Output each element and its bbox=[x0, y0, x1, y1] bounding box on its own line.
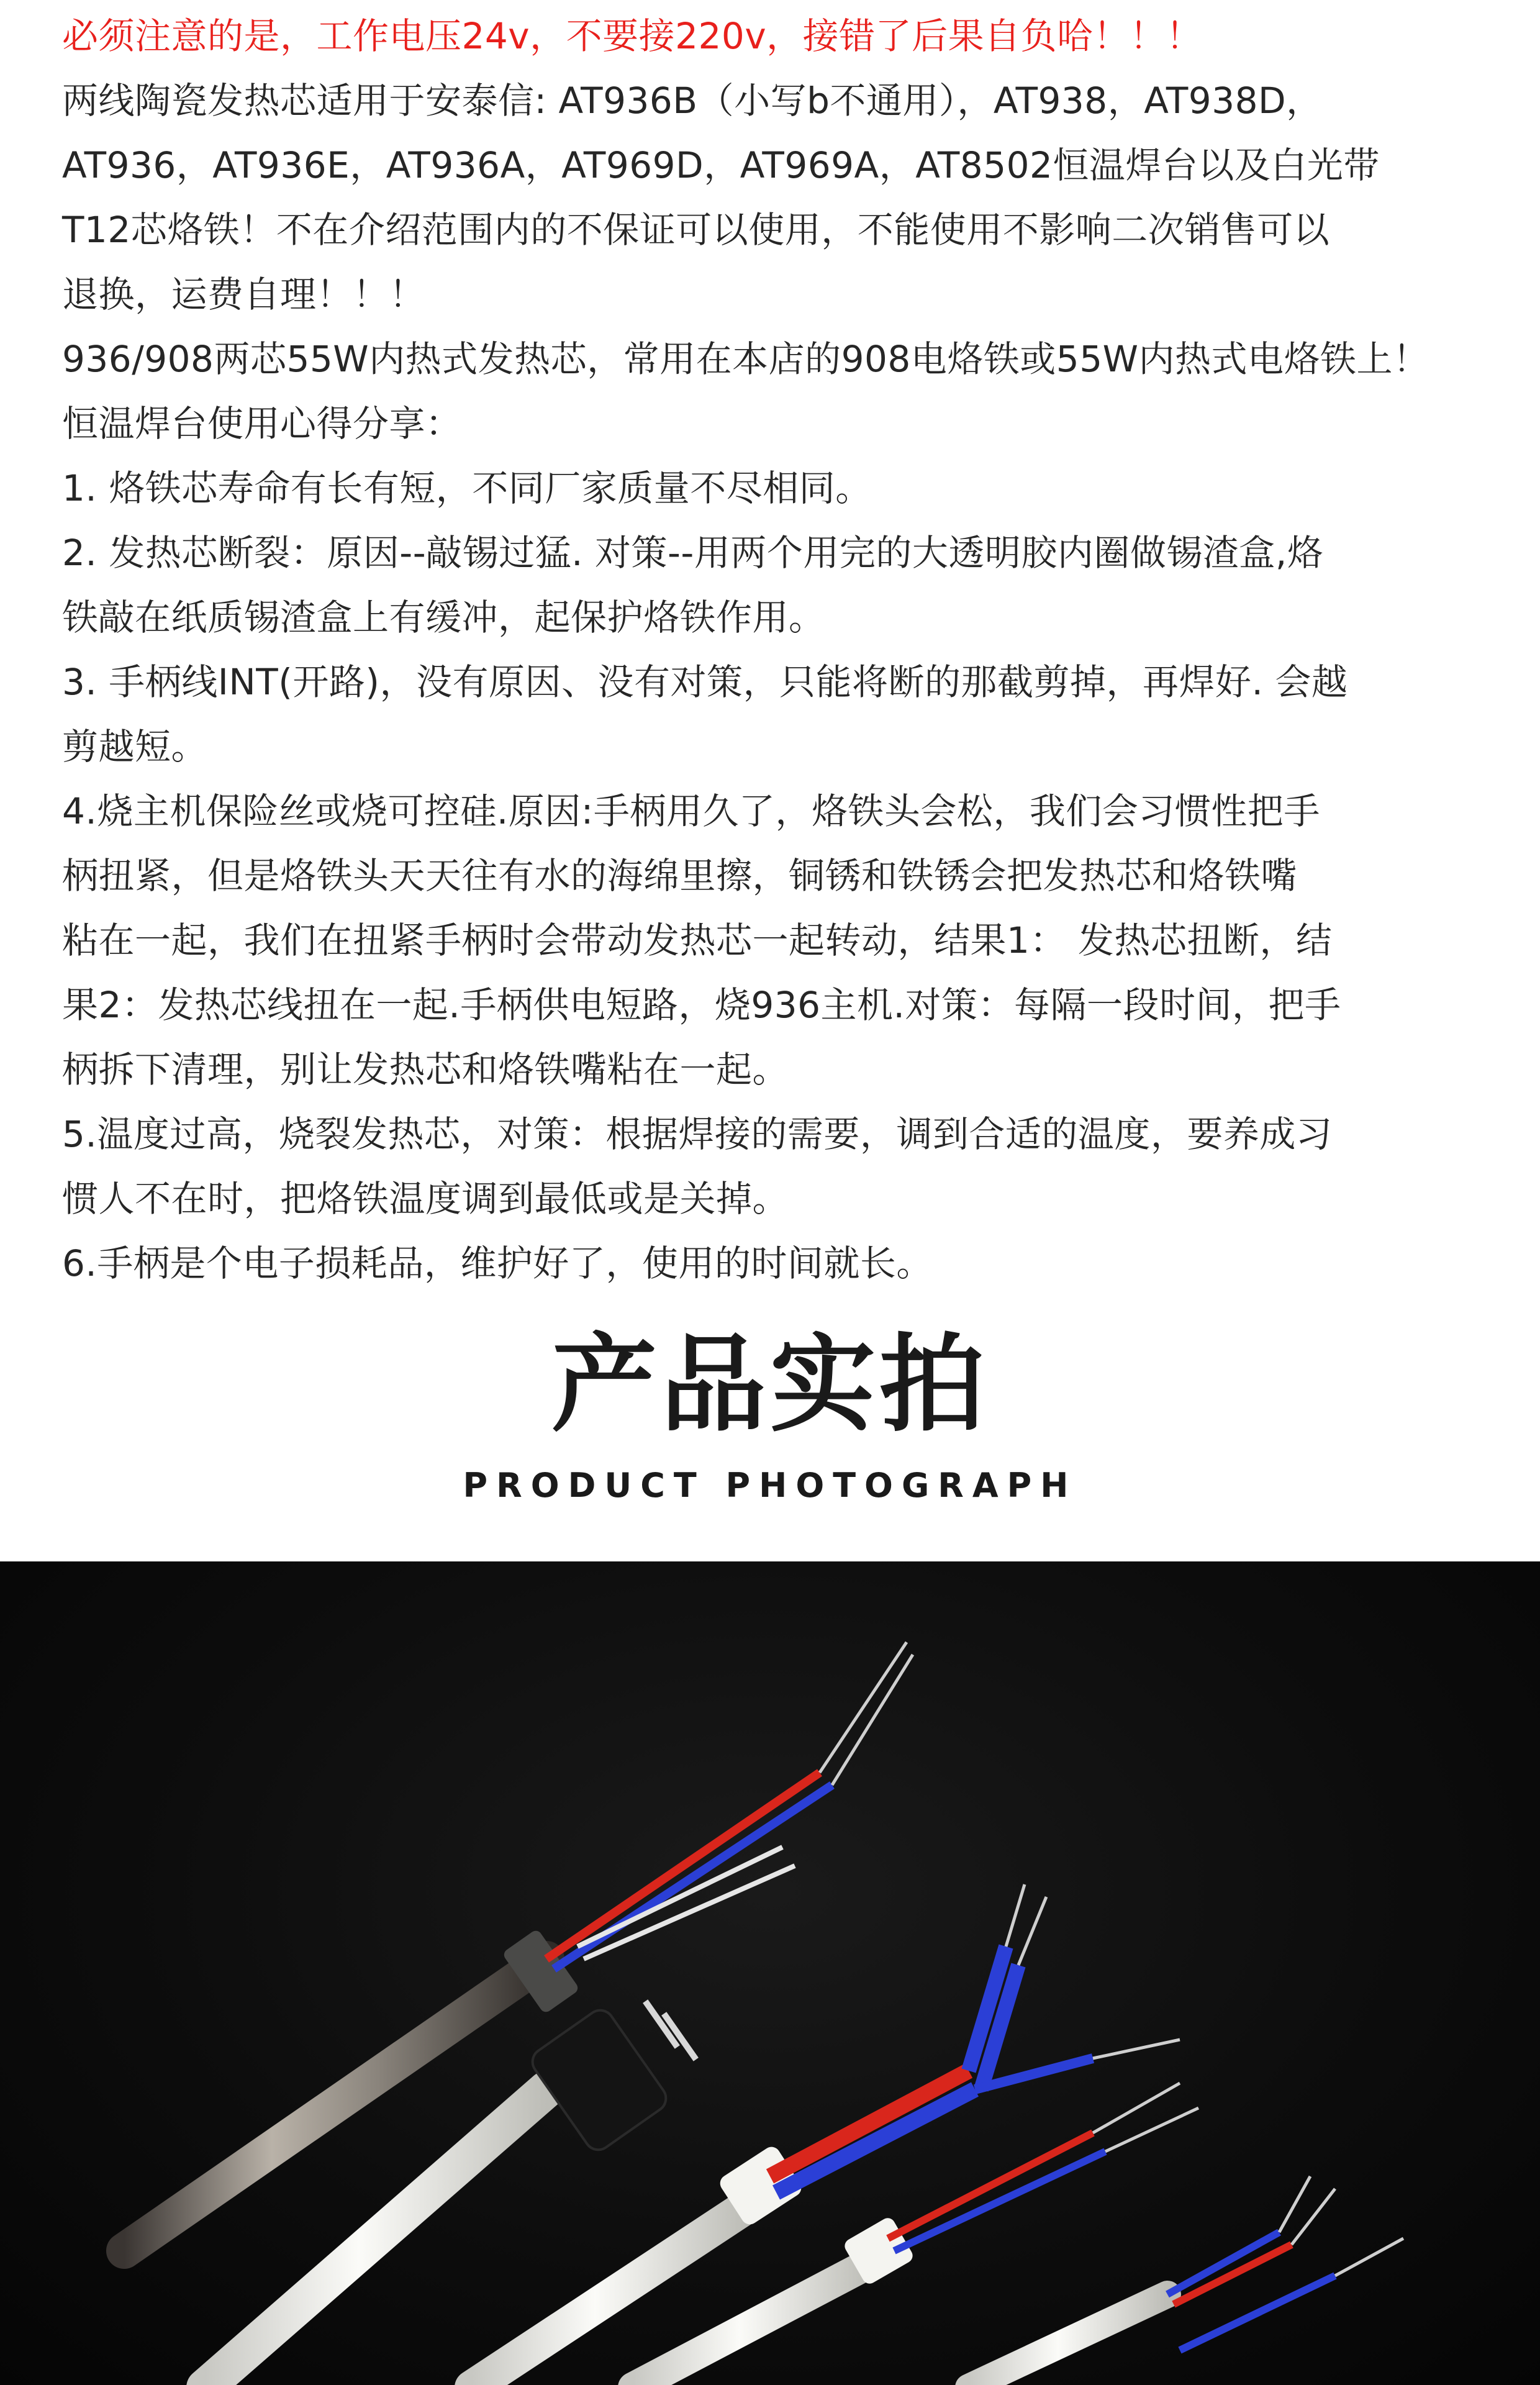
ceramic-heating-element-4 bbox=[969, 2176, 1403, 2385]
tip-6: 6.手柄是个电子损耗品，维护好了，使用的时间就长。 bbox=[62, 1242, 933, 1284]
product-photo bbox=[0, 1561, 1540, 2385]
tip-3-line-1: 3. 手柄线INT(开路)，没有原因、没有对策，只能将断的那截剪掉，再焊好. 会越 bbox=[62, 661, 1348, 703]
product-photo-illustration bbox=[0, 1561, 1540, 2385]
tip-5-line-2: 惯人不在时，把烙铁温度调到最低或是关掉。 bbox=[62, 1178, 789, 1220]
section-title: 产品实拍 bbox=[551, 1324, 989, 1447]
compatibility-line-1: 两线陶瓷发热芯适用于安泰信: AT936B（小写b不通用），AT938，AT938D， bbox=[62, 80, 1323, 122]
tip-4-line-3: 粘在一起，我们在扭紧手柄时会带动发热芯一起转动，结果1： 发热芯扭断，结 bbox=[62, 919, 1333, 961]
tip-4-line-4: 果2：发热芯线扭在一起.手柄供电短路，烧936主机.对策：每隔一段时间，把手 bbox=[62, 984, 1341, 1026]
tip-5-line-1: 5.温度过高，烧裂发热芯，对策：根据焊接的需要，调到合适的温度，要养成习 bbox=[62, 1113, 1333, 1155]
ceramic-heating-element-1 bbox=[205, 1999, 699, 2385]
tip-1: 1. 烙铁芯寿命有长有短，不同厂家质量不尽相同。 bbox=[62, 467, 872, 509]
usage-line: 936/908两芯55W内热式发热芯，常用在本店的908电烙铁或55W内热式电烙铁上！ bbox=[62, 338, 1429, 380]
tip-2-line-1: 2. 发热芯断裂：原因--敲锡过猛. 对策--用两个用完的大透明胶内圈做锡渣盒,烙 bbox=[62, 532, 1324, 574]
warning-line: 必须注意的是，工作电压24v，不要接220v，接错了后果自负哈！！！ bbox=[62, 15, 1203, 57]
section-subtitle: PRODUCT PHOTOGRAPH bbox=[463, 1466, 1077, 1505]
tip-4-line-5: 柄拆下清理，别让发热芯和烙铁嘴粘在一起。 bbox=[62, 1048, 789, 1091]
compatibility-line-4: 退换，运费自理！！！ bbox=[62, 273, 426, 316]
compatibility-line-3: T12芯烙铁！不在介绍范围内的不保证可以使用，不能使用不影响二次销售可以 bbox=[62, 209, 1330, 251]
ceramic-heating-element-2 bbox=[472, 1884, 1180, 2385]
tip-4-line-1: 4.烧主机保险丝或烧可控硅.原因:手柄用久了，烙铁头会松，我们会习惯性把手 bbox=[62, 790, 1320, 832]
tips-heading: 恒温焊台使用心得分享： bbox=[62, 402, 462, 445]
tip-2-line-2: 铁敲在纸质锡渣盒上有缓冲，起保护烙铁作用。 bbox=[62, 596, 825, 638]
compatibility-line-2: AT936，AT936E，AT936A，AT969D，AT969A，AT8502恒温焊台以及白光带 bbox=[62, 144, 1380, 186]
tip-3-line-2: 剪越短。 bbox=[62, 725, 208, 768]
tip-4-line-2: 柄扭紧，但是烙铁头天天往有水的海绵里擦，铜锈和铁锈会把发热芯和烙铁嘴 bbox=[62, 855, 1298, 897]
